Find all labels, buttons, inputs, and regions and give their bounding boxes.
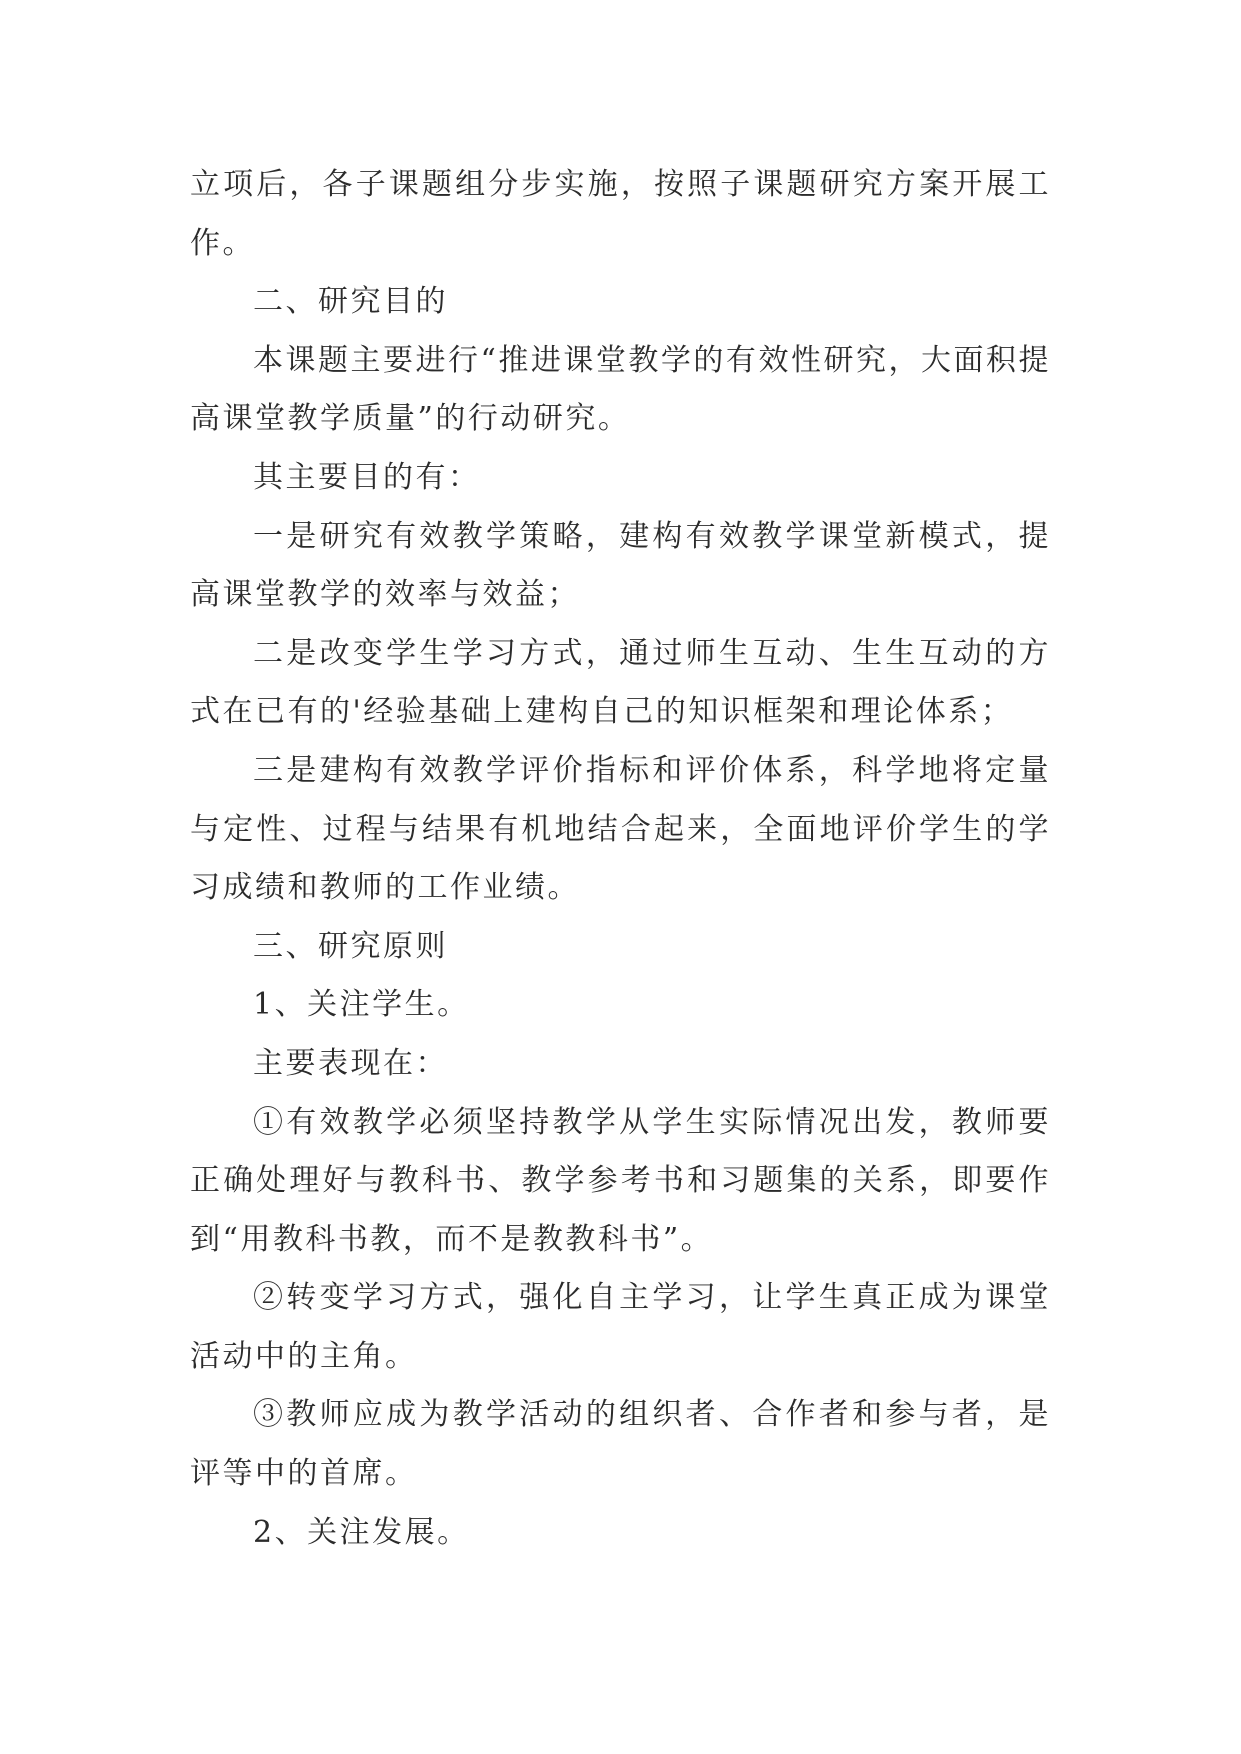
paragraph-continuation: 立项后，各子课题组分步实施，按照子课题研究方案开展工作。 xyxy=(190,167,1051,261)
paragraph: 主要表现在： xyxy=(253,1045,448,1081)
list-item-circled-1: ①有效教学必须坚持教学从学生实际情况出发，教师要正确处理好与教科书、教学参考书和习题集的关系，即要作到“用教科书教，而不是教教科书”。 xyxy=(190,1104,1051,1257)
paragraph: 其主要目的有： xyxy=(253,459,481,495)
subheading-focus-on-development: 2、关注发展。 xyxy=(253,1514,470,1550)
list-item-purpose-3: 三是建构有效教学评价指标和评价体系，科学地将定量与定性、过程与结果有机地结合起来，全面地评价学生的学习成绩和教师的工作业绩。 xyxy=(190,752,1051,906)
list-item-circled-2: ②转变学习方式，强化自主学习，让学生真正成为课堂活动中的主角。 xyxy=(190,1280,1051,1374)
document-page xyxy=(190,156,1051,1562)
list-item-purpose-2: 二是改变学生学习方式，通过师生互动、生生互动的方式在已有的'经验基础上建构自己的知识框架和理论体系； xyxy=(190,635,1051,730)
section-heading-research-principles: 三、研究原则 xyxy=(253,928,448,964)
list-item-purpose-1: 一是研究有效教学策略，建构有效教学课堂新模式，提高课堂教学的效率与效益； xyxy=(190,518,1051,613)
list-item-circled-3: ③教师应成为教学活动的组织者、合作者和参与者，是评等中的首席。 xyxy=(190,1397,1051,1492)
section-heading-research-purpose: 二、研究目的 xyxy=(253,284,448,320)
paragraph: 本课题主要进行“推进课堂教学的有效性研究，大面积提高课堂教学质量”的行动研究。 xyxy=(190,342,1051,437)
subheading-focus-on-students: 1、关注学生。 xyxy=(253,987,470,1023)
